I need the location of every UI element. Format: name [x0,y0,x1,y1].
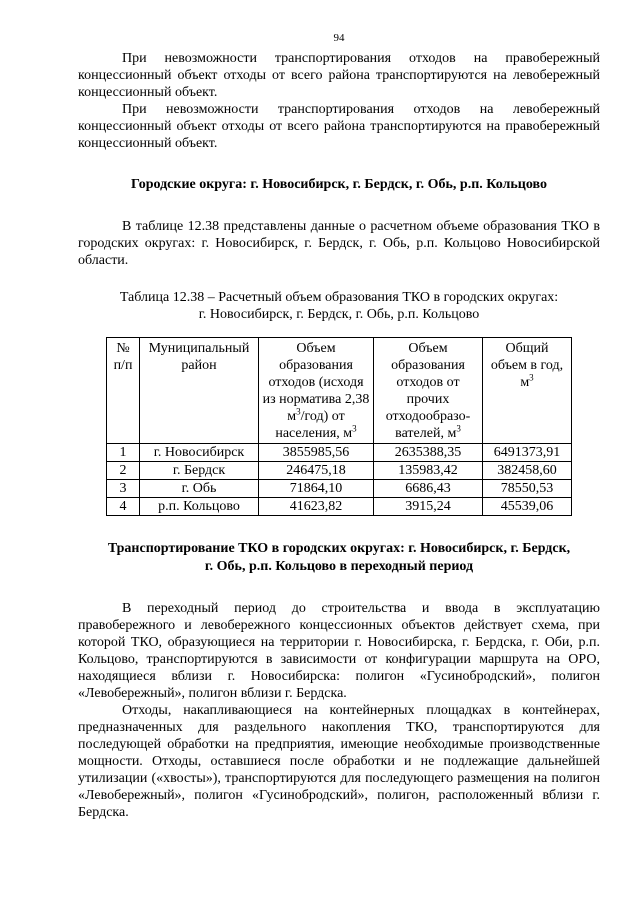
header-population-volume [259,338,374,444]
header-other-text: Объем образования отходов от прочих отходообразо- вателей, м [385,341,471,441]
cell-district: г. Обь [140,480,259,498]
table-row [107,462,572,480]
waste-volume-table [106,337,572,516]
table-row [107,480,572,498]
table-intro-paragraph: В таблице 12.38 представлены данные о расчетном объеме образования ТКО в городских округах: г. Новосибирск, г. Бердск, г. Обь, р.п. Кольцово Новосибирской области. [78,219,600,268]
header-other-sup: 3 [456,423,461,434]
page-number: 94 [333,32,345,44]
cell-total-volume: 45539,06 [483,498,572,516]
section-heading-transport-line-2: г. Обь, р.п. Кольцово в переходный период [204,559,474,574]
document-page [78,32,600,821]
intro-paragraph-2: При невозможности транспортирования отходов на левобережный концессионный объект отходы от всего района транспортируются на правобережный концессионный объект. [78,102,600,151]
cell-total-volume: 6491373,91 [483,444,572,462]
cell-number: 4 [107,498,140,516]
cell-population-volume: 41623,82 [259,498,374,516]
intro-paragraph-1: При невозможности транспортирования отходов на правобережный концессионный объект отходы от всего района транспортируются на левобережный концессионный объект. [78,51,600,100]
cell-other-volume: 2635388,35 [374,444,483,462]
header-number-line2: п/п [113,358,133,373]
header-population-sup: 3 [296,406,301,417]
cell-district: р.п. Кольцово [140,498,259,516]
transport-paragraph-2: Отходы, накапливающиеся на контейнерных площадках в контейнерах, предназначенных для раздельного накопления ТКО, транспортируются для последующей обработки на предприятия, имеющие необходимые производственные мощности. Отходы, оставшиеся после обработки и не подлежащие дальнейшей утилизации («хвосты»), транспортируются для последующего размещения на полигон «Левобережный», полигон «Гусинобродский», полигон, расположенный вблизи г. Бердска. [78,703,600,820]
cell-number: 2 [107,462,140,480]
table-header-row [107,338,572,444]
header-population-text: Объем образования отходов (исходя из норматива 2,38 м [262,341,370,424]
header-number [107,338,140,444]
cell-number: 1 [107,444,140,462]
header-total-volume [483,338,572,444]
cell-district: г. Новосибирск [140,444,259,462]
cell-other-volume: 3915,24 [374,498,483,516]
header-population-tail-sup: 3 [352,423,357,434]
cell-other-volume: 6686,43 [374,480,483,498]
transport-paragraph-1: В переходный период до строительства и ввода в эксплуатацию правобережного и левобережного концессионных объектов действует схема, при которой ТКО, образующиеся на территории г. Новосибирска, г. Бердска, г. Оби, р.п. Кольцово, транспортируются в зависимости от конфигурации маршрута на ОРО, находящиеся вблизи г. Новосибирска: полигон «Гусинобродский», полигон «Левобережный», полигон вблизи г. Бердска. [78,601,600,701]
header-district: Муниципальный район [140,338,259,444]
cell-district: г. Бердск [140,462,259,480]
cell-other-volume: 135983,42 [374,462,483,480]
header-other-volume [374,338,483,444]
section-heading-city-districts: Городские округа: г. Новосибирск, г. Бердск, г. Обь, р.п. Кольцово [131,177,547,192]
cell-population-volume: 246475,18 [259,462,374,480]
table-caption-line-2: г. Новосибирск, г. Бердск, г. Обь, р.п. Кольцово [198,307,480,322]
header-population-tail: /год) от населения, м [275,409,353,441]
table-row [107,498,572,516]
cell-number: 3 [107,480,140,498]
cell-population-volume: 71864,10 [259,480,374,498]
cell-total-volume: 382458,60 [483,462,572,480]
table-caption-line-1: Таблица 12.38 – Расчетный объем образования ТКО в городских округах: [119,290,559,305]
table-row [107,444,572,462]
header-number-line1: № [116,341,130,356]
cell-total-volume: 78550,53 [483,480,572,498]
cell-population-volume: 3855985,56 [259,444,374,462]
header-total-text: Общий объем в год, м [490,341,564,390]
header-total-sup: 3 [529,372,534,383]
section-heading-transport-line-1: Транспортирование ТКО в городских округах: г. Новосибирск, г. Бердск, [107,541,571,556]
